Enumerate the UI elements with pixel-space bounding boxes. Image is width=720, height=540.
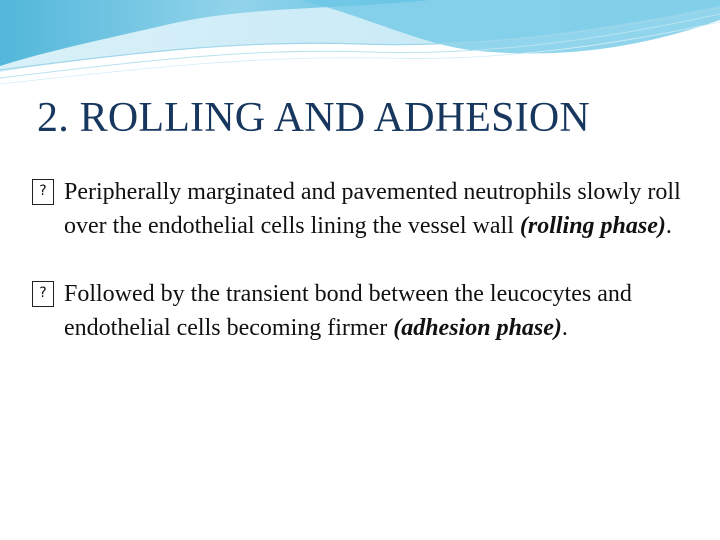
bullet-item-adhesion xyxy=(30,277,690,345)
header-wave-decoration xyxy=(0,0,720,90)
bullet-marker-icon: ? xyxy=(32,281,54,307)
bullet-text: Followed by the transient bond between the leucocytes and endothelial cells becoming firmer xyxy=(64,281,632,341)
bullet-text-end: . xyxy=(561,315,568,341)
slide-title: 2. ROLLING AND ADHESION xyxy=(37,95,590,141)
bullet-list xyxy=(30,175,690,379)
bullet-item-rolling xyxy=(30,175,690,243)
bullet-marker-icon: ? xyxy=(32,179,54,205)
bullet-emphasis: (adhesion phase) xyxy=(393,315,562,341)
bullet-emphasis: (rolling phase) xyxy=(519,213,666,239)
bullet-text: Peripherally marginated and pavemented neutrophils slowly roll over the endothelial cells lining the vessel wall xyxy=(64,179,681,239)
bullet-text-end: . xyxy=(665,213,672,239)
